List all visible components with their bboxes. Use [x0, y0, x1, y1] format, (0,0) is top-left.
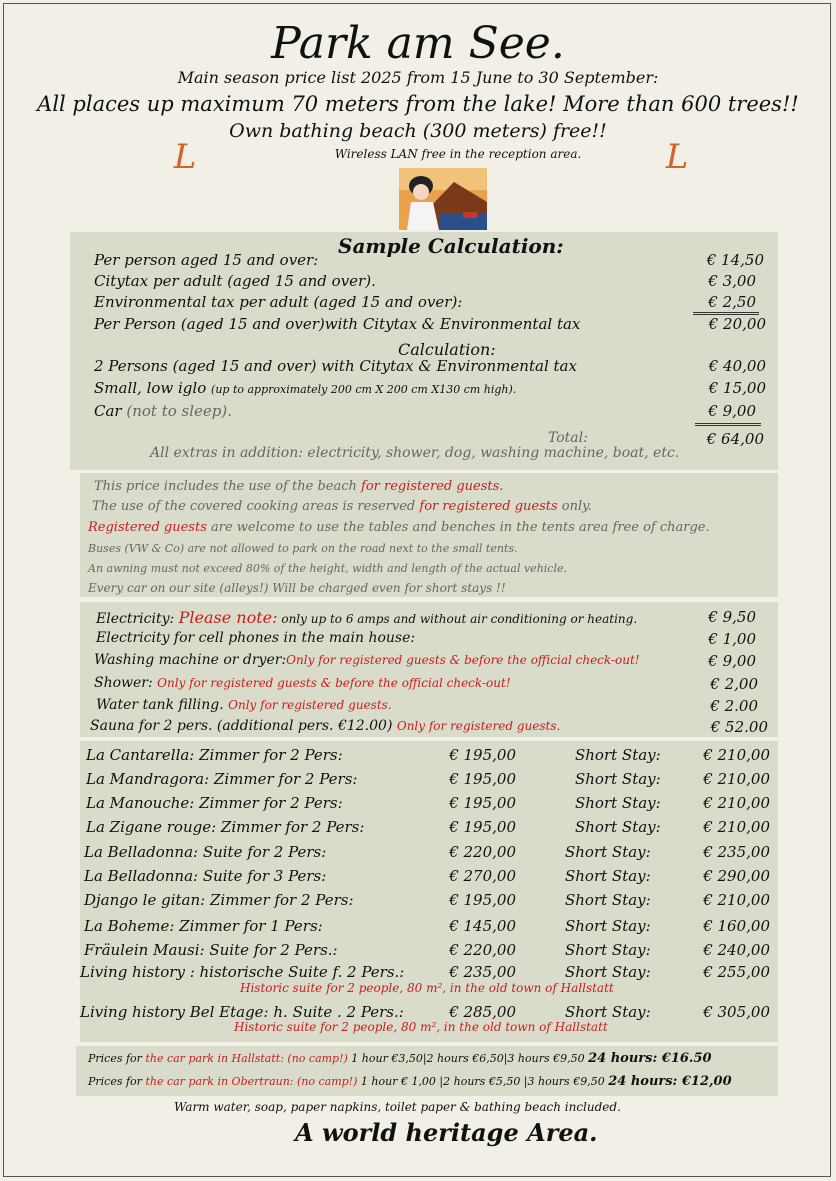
short-stay-label: Short Stay: [575, 794, 661, 812]
short-stay-label: Short Stay: [565, 941, 651, 959]
room-name: La Cantarella: Zimmer for 2 Pers: [86, 746, 343, 764]
rule-line: This price includes the use of the beach for registered guests. [94, 479, 504, 494]
short-stay-price: € 255,00 [703, 963, 770, 981]
room-price: € 220,00 [449, 941, 516, 959]
room-name: Living history Bel Etage: h. Suite . 2 Pers.: [80, 1003, 404, 1021]
extra-price: € 2,00 [710, 675, 758, 693]
room-name: La Belladonna: Suite for 3 Pers: [84, 867, 327, 885]
beach-line: Own bathing beach (300 meters) free!! [229, 120, 607, 142]
short-stay-price: € 235,00 [703, 843, 770, 861]
extra-row: Electricity: Please note: only up to 6 amps and without air conditioning or heating. [96, 608, 638, 627]
wifi-line: Wireless LAN free in the reception area. [334, 147, 582, 161]
parking-row: Prices for the car park in Obertraun: (no camp!) 1 hour € 1,00 |2 hours €5,50 |3 hours €9,50 24 hours: €12,00 [88, 1074, 732, 1089]
short-stay-label: Short Stay: [565, 843, 651, 861]
rule-line: The use of the covered cooking areas is reserved for registered guests only. [92, 499, 592, 514]
parking-row: Prices for the car park in Hallstatt: (no camp!) 1 hour €3,50|2 hours €6,50|3 hours €9,50 24 hours: €16.50 [88, 1051, 712, 1066]
room-price: € 195,00 [449, 818, 516, 836]
room-name: Fräulein Mausi: Suite for 2 Pers.: [84, 941, 338, 959]
season-line: Main season price list 2025 from 15 June to 30 September: [177, 68, 659, 87]
short-stay-price: € 210,00 [703, 746, 770, 764]
room-price: € 270,00 [449, 867, 516, 885]
calc-row-price: € 9,00 [708, 402, 756, 420]
included-note: Warm water, soap, paper napkins, toilet paper & bathing beach included. [174, 1100, 621, 1114]
poster-image [399, 168, 487, 230]
room-note: Historic suite for 2 people, 80 m², in the old town of Hallstatt [234, 1020, 608, 1034]
lake-line: All places up maximum 70 meters from the lake! More than 600 trees!! [37, 92, 799, 116]
extra-row: Shower: Only for registered guests & before the official check-out! [94, 675, 511, 691]
room-name: La Mandragora: Zimmer for 2 Pers: [86, 770, 358, 788]
room-price: € 195,00 [449, 746, 516, 764]
rule-line: Registered guests are welcome to use the tables and benches in the tents area free of charge. [88, 520, 710, 535]
short-stay-price: € 240,00 [703, 941, 770, 959]
room-name: La Manouche: Zimmer for 2 Pers: [86, 794, 343, 812]
room-name: Django le gitan: Zimmer for 2 Pers: [84, 891, 354, 909]
extra-price: € 9,50 [708, 608, 756, 626]
total-rule [695, 423, 761, 426]
extra-price: € 1,00 [708, 630, 756, 648]
short-stay-price: € 290,00 [703, 867, 770, 885]
short-stay-label: Short Stay: [565, 917, 651, 935]
short-stay-price: € 210,00 [703, 794, 770, 812]
short-stay-price: € 305,00 [703, 1003, 770, 1021]
short-stay-label: Short Stay: [575, 746, 661, 764]
calc-row-label: Environmental tax per adult (aged 15 and over): [94, 293, 463, 311]
short-stay-label: Short Stay: [565, 891, 651, 909]
room-name: Living history : historische Suite f. 2 Pers.: [80, 963, 405, 981]
short-stay-price: € 160,00 [703, 917, 770, 935]
extra-price: € 52.00 [710, 718, 768, 736]
room-name: La Zigane rouge: Zimmer for 2 Pers: [86, 818, 365, 836]
room-price: € 285,00 [449, 1003, 516, 1021]
calc-item-note: (not to sleep). [126, 402, 233, 420]
calc-row-price: € 40,00 [708, 357, 766, 375]
ornament-right-icon: L [665, 137, 689, 177]
room-note: Historic suite for 2 people, 80 m², in the old town of Hallstatt [240, 981, 614, 995]
room-price: € 235,00 [449, 963, 516, 981]
calc-item-note: (up to approximately 200 cm X 200 cm X130 cm high). [211, 383, 517, 396]
extra-row: Sauna for 2 pers. (additional pers. €12.00) Only for registered guests. [90, 718, 561, 734]
ornament-left-icon: L [173, 137, 197, 177]
room-price: € 195,00 [449, 794, 516, 812]
short-stay-price: € 210,00 [703, 770, 770, 788]
extra-price: € 2.00 [710, 697, 758, 715]
room-name: La Belladonna: Suite for 2 Pers: [84, 843, 327, 861]
total-price: € 64,00 [706, 430, 764, 448]
extra-row: Electricity for cell phones in the main house: [96, 630, 416, 646]
calc-item-label: Small, low iglo [94, 379, 207, 397]
extra-row: Water tank filling. Only for registered guests. [96, 697, 392, 713]
calculation-subheading: Calculation: [398, 340, 496, 359]
calc-row-label: Per Person (aged 15 and over)with Citytax & Environmental tax [94, 315, 581, 333]
total-label: Total: [548, 430, 588, 446]
calc-row-price: € 15,00 [708, 379, 766, 397]
calc-row-label: 2 Persons (aged 15 and over) with Citytax & Environmental tax [94, 357, 577, 375]
page-title: Park am See. [271, 18, 565, 69]
room-name: La Boheme: Zimmer for 1 Pers: [84, 917, 323, 935]
extra-price: € 9,00 [708, 652, 756, 670]
short-stay-label: Short Stay: [565, 963, 651, 981]
short-stay-label: Short Stay: [565, 1003, 651, 1021]
extra-row: Washing machine or dryer:Only for registered guests & before the official check-out! [94, 652, 640, 668]
rule-line: Every car on our site (alleys!) Will be charged even for short stays !! [88, 581, 506, 595]
short-stay-label: Short Stay: [565, 867, 651, 885]
short-stay-price: € 210,00 [703, 891, 770, 909]
calc-item-label: Car [94, 402, 122, 420]
room-price: € 195,00 [449, 770, 516, 788]
calc-row-price: € 14,50 [706, 251, 764, 269]
extras-note: All extras in addition: electricity, shower, dog, washing machine, boat, etc. [150, 445, 680, 461]
calc-row-price: € 3,00 [708, 272, 756, 290]
calc-row-price: € 2,50 [708, 293, 756, 311]
short-stay-price: € 210,00 [703, 818, 770, 836]
calculation-heading: Sample Calculation: [338, 234, 564, 258]
calc-row-price: € 20,00 [708, 315, 766, 333]
calc-row-label [94, 402, 232, 420]
calc-row-label: Citytax per adult (aged 15 and over). [94, 272, 376, 290]
calc-row-label [94, 379, 516, 397]
short-stay-label: Short Stay: [575, 818, 661, 836]
room-price: € 220,00 [449, 843, 516, 861]
rule-line: An awning must not exceed 80% of the height, width and length of the actual vehicle. [88, 562, 567, 575]
calc-row-label: Per person aged 15 and over: [94, 251, 319, 269]
room-price: € 145,00 [449, 917, 516, 935]
room-price: € 195,00 [449, 891, 516, 909]
rule-line: Buses (VW & Co) are not allowed to park on the road next to the small tents. [88, 542, 518, 555]
short-stay-label: Short Stay: [575, 770, 661, 788]
heritage-line: A world heritage Area. [295, 1118, 598, 1147]
